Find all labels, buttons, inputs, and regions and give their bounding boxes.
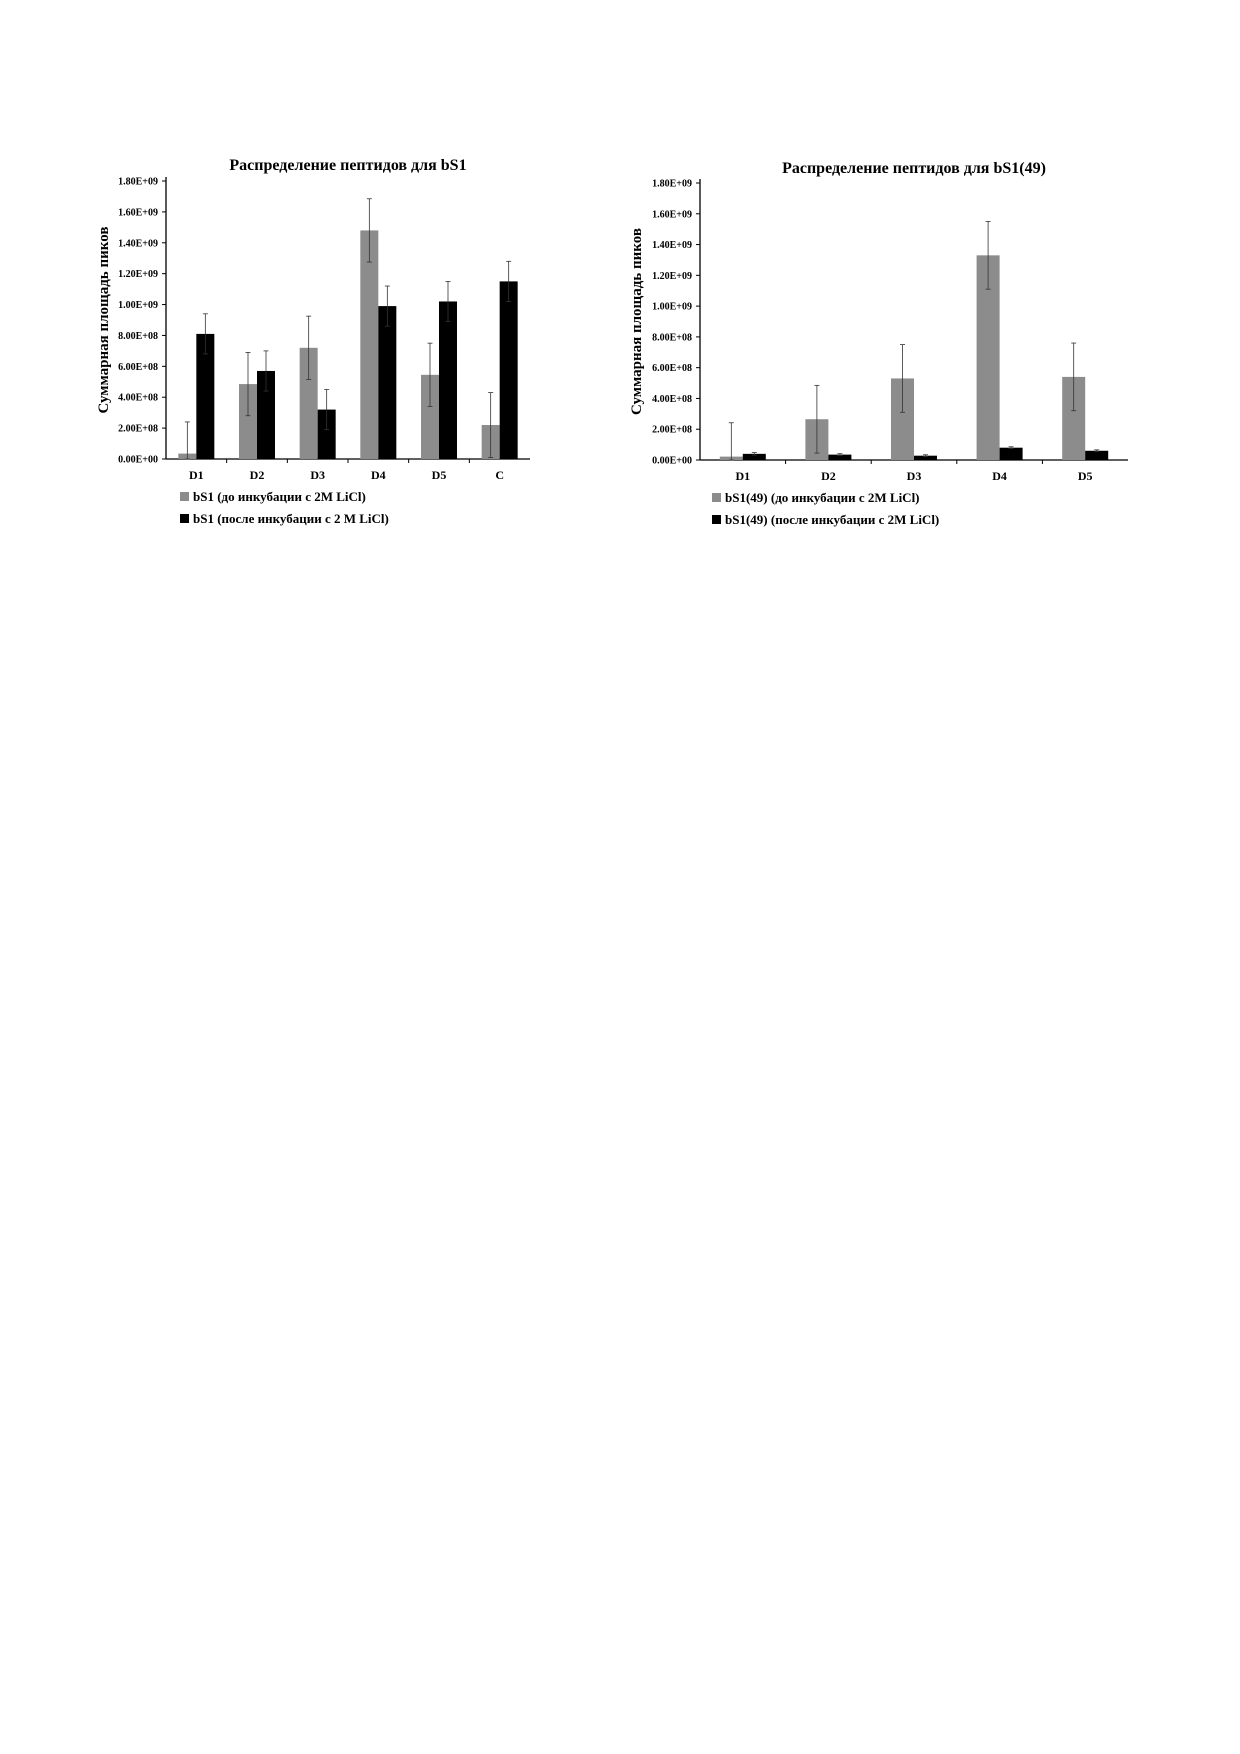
y-axis-label: Суммарная площадь пиков bbox=[629, 228, 645, 415]
y-tick-label: 6.00E+08 bbox=[118, 361, 158, 373]
y-tick-label: 0.00E+00 bbox=[118, 454, 158, 466]
y-tick-label: 4.00E+08 bbox=[652, 393, 692, 405]
chart-title: Распределение пептидов для bS1(49) bbox=[782, 160, 1046, 177]
legend-label: bS1 (до инкубации с 2M LiCl) bbox=[193, 489, 366, 504]
x-tick-label: D5 bbox=[431, 468, 447, 482]
y-tick-label: 1.60E+09 bbox=[652, 209, 692, 221]
y-tick-label: 1.60E+09 bbox=[118, 207, 158, 219]
bar bbox=[500, 281, 518, 459]
x-tick-label: D2 bbox=[821, 469, 836, 483]
bar bbox=[1000, 448, 1023, 460]
legend-swatch bbox=[180, 492, 189, 501]
x-tick-label: D1 bbox=[188, 468, 204, 482]
x-tick-label: C bbox=[495, 468, 505, 482]
legend-swatch bbox=[180, 514, 189, 523]
y-tick-label: 1.20E+09 bbox=[118, 269, 158, 281]
x-tick-label: D4 bbox=[992, 469, 1007, 483]
y-tick-label: 8.00E+08 bbox=[118, 330, 158, 342]
legend-label: bS1(49) (до инкубации с 2M LiCl) bbox=[725, 490, 920, 505]
y-tick-label: 2.00E+08 bbox=[652, 424, 692, 436]
bar bbox=[1085, 451, 1108, 460]
legend-label: bS1(49) (после инкубации с 2M LiCl) bbox=[725, 512, 940, 527]
y-tick-label: 2.00E+08 bbox=[118, 423, 158, 435]
x-tick-label: D1 bbox=[735, 469, 751, 483]
x-tick-label: D3 bbox=[906, 469, 922, 483]
legend-swatch bbox=[712, 493, 721, 502]
y-tick-label: 0.00E+00 bbox=[652, 455, 692, 467]
x-tick-label: D2 bbox=[249, 468, 265, 482]
x-tick-label: D5 bbox=[1077, 469, 1093, 483]
legend-label: bS1 (после инкубации с 2 M LiCl) bbox=[193, 511, 389, 526]
chart-bs1 bbox=[96, 157, 620, 600]
bar bbox=[439, 301, 457, 459]
y-tick-label: 1.40E+09 bbox=[118, 238, 158, 250]
chart-bs1-49 bbox=[615, 160, 1145, 600]
bar bbox=[360, 230, 378, 459]
y-tick-label: 1.80E+09 bbox=[118, 176, 158, 188]
x-tick-label: D3 bbox=[310, 468, 326, 482]
y-tick-label: 1.00E+09 bbox=[652, 301, 692, 313]
bar bbox=[378, 306, 396, 459]
y-tick-label: 1.80E+09 bbox=[652, 178, 692, 190]
y-tick-label: 1.00E+09 bbox=[118, 300, 158, 312]
x-tick-label: D4 bbox=[370, 468, 386, 482]
chart-bs1-49-svg bbox=[615, 160, 1145, 600]
y-tick-label: 1.20E+09 bbox=[652, 270, 692, 282]
chart-title: Распределение пептидов для bS1 bbox=[229, 157, 467, 174]
y-axis-label: Суммарная площадь пиков bbox=[96, 226, 112, 414]
y-tick-label: 1.40E+09 bbox=[652, 240, 692, 252]
legend-swatch bbox=[712, 515, 721, 524]
y-tick-label: 6.00E+08 bbox=[652, 363, 692, 375]
y-tick-label: 4.00E+08 bbox=[118, 392, 158, 404]
chart-bs1-svg bbox=[96, 157, 620, 600]
y-tick-label: 8.00E+08 bbox=[652, 332, 692, 344]
